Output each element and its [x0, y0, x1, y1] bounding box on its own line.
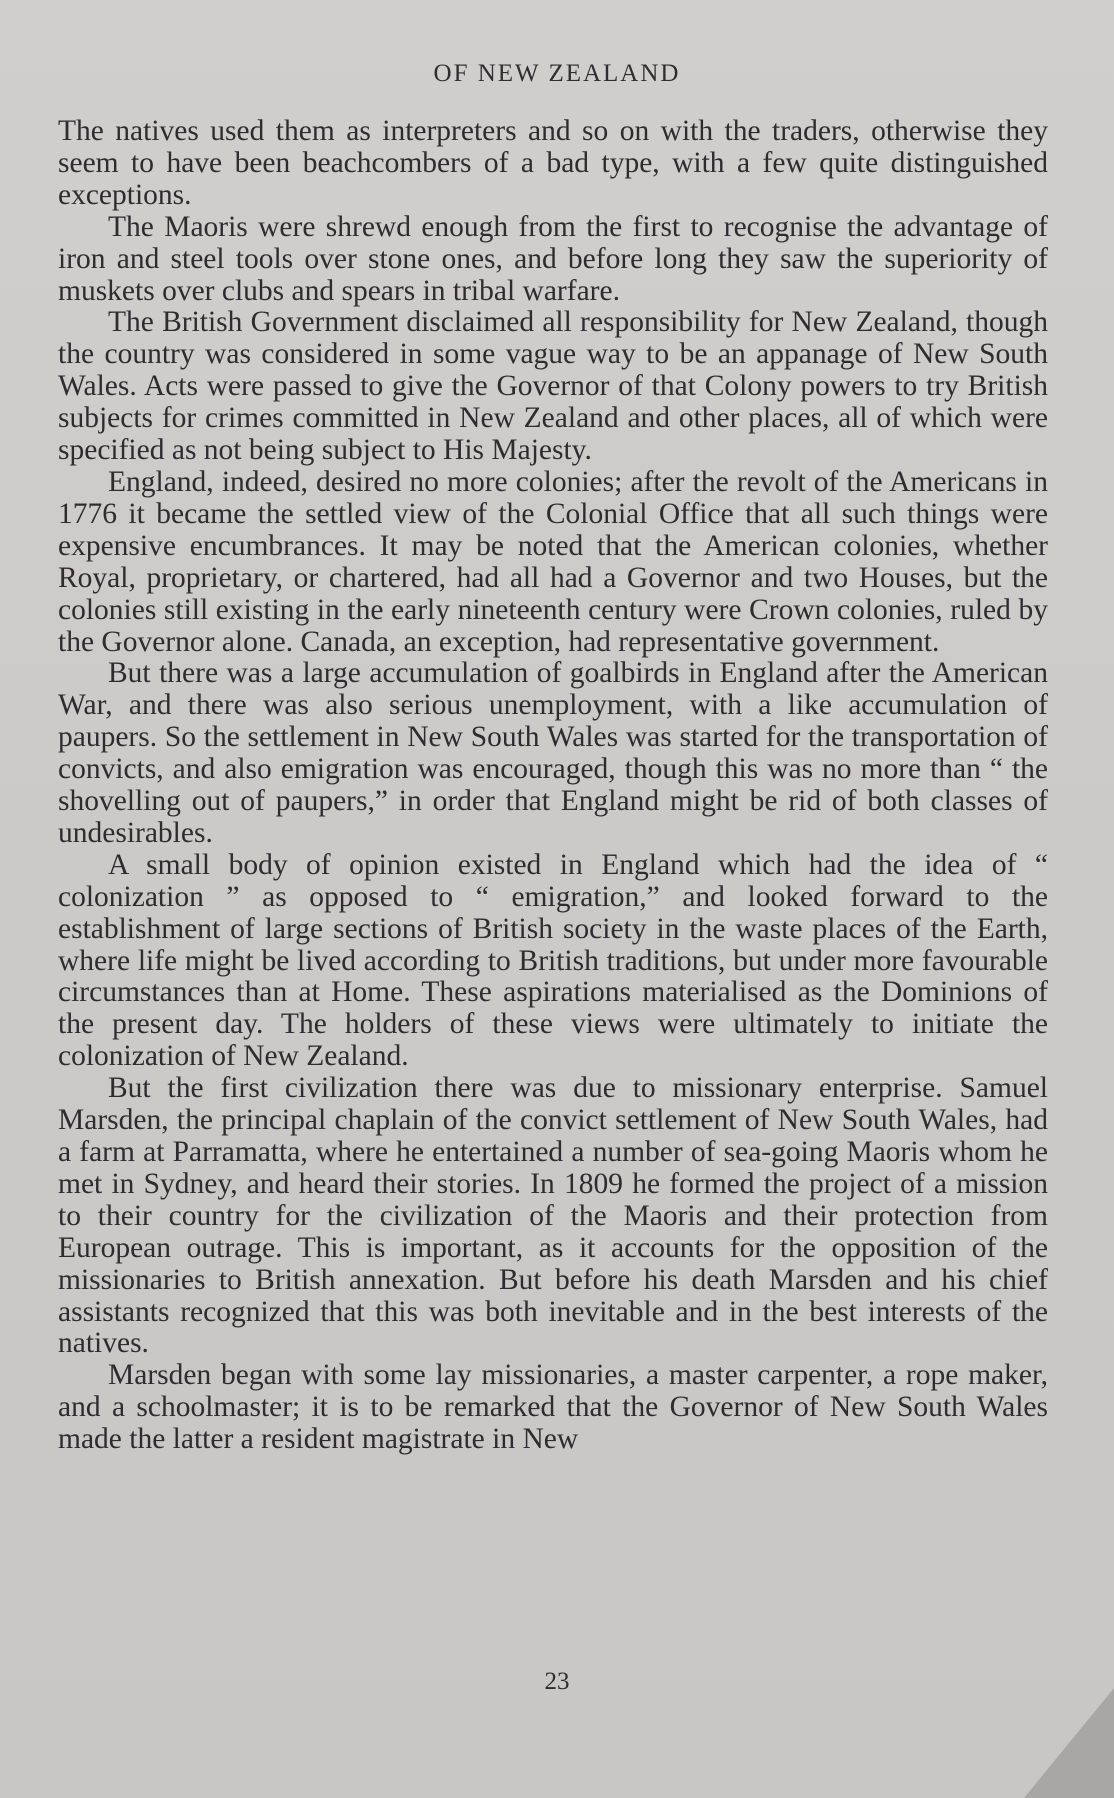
paragraph: England, indeed, desired no more colonies; after the revolt of the Americans in 1776 it became the settled view of the Colonial Office that all such things were expensive encumbrances. It may be noted that the American colonies, whether Royal, proprietary, or chartered, had all had a Governor and two Houses, but the colonies still existing in the early nineteenth century were Crown colonies, ruled by the Governor alone. Canada, an exception, had representative government.: [58, 465, 1048, 658]
paragraph: But there was a large accumulation of goalbirds in England after the American War, and there was also serious unemployment, with a like accumulation of paupers. So the settlement in New South Wales was started for the transportation of convicts, and also emigration was encouraged, though this was no more than “ the shovelling out of paupers,” in order that England might be rid of both classes of undesirables.: [58, 657, 1048, 849]
paragraph: The natives used them as interpreters and so on with the traders, otherwise they seem to have been beachcombers of a bad type, with a few quite distinguished exceptions.: [58, 115, 1048, 211]
paragraph: But the first civilization there was due to missionary enterprise. Samuel Marsden, the principal chaplain of the convict settlement of New South Wales, had a farm at Parramatta, where he entertained a number of sea-going Maoris whom he met in Sydney, and heard their stories. In 1809 he formed the project of a mission to their country for the civilization of the Maoris and their protection from European outrage. This is important, as it accounts for the opposition of the missionaries to British annexation. But before his death Marsden and his chief assistants recognized that this was both inevitable and in the best interests of the natives.: [58, 1072, 1048, 1360]
body-text: [58, 116, 1048, 1456]
running-head: OF NEW ZEALAND: [433, 60, 681, 87]
paragraph: The British Government disclaimed all responsibility for New Zealand, though the country was considered in some vague way to be an appanage of New South Wales. Acts were passed to give the Governor of that Colony powers to try British subjects for crimes committed in New Zealand and other places, all of which were specified as not being subject to His Majesty.: [58, 306, 1048, 467]
page-number: 23: [544, 1668, 570, 1695]
paragraph: A small body of opinion existed in England which had the idea of “ colonization ” as opposed to “ emigration,” and looked forward to the establishment of large sections of British society in the waste places of the Earth, where life might be lived according to British traditions, but under more favourable circumstances than at Home. These aspirations materialised as the Dominions of the present day. The holders of these views were ultimately to initiate the colonization of New Zealand.: [58, 848, 1048, 1073]
paragraph: The Maoris were shrewd enough from the first to recognise the advantage of iron and steel tools over stone ones, and before long they saw the superiority of muskets over clubs and spears in tribal warfare.: [58, 210, 1048, 307]
page-corner-shadow: [1024, 1688, 1114, 1798]
paragraph: Marsden began with some lay missionaries, a master carpenter, a rope maker, and a schoolmaster; it is to be remarked that the Governor of New South Wales made the latter a resident magistrate in New: [58, 1359, 1048, 1456]
